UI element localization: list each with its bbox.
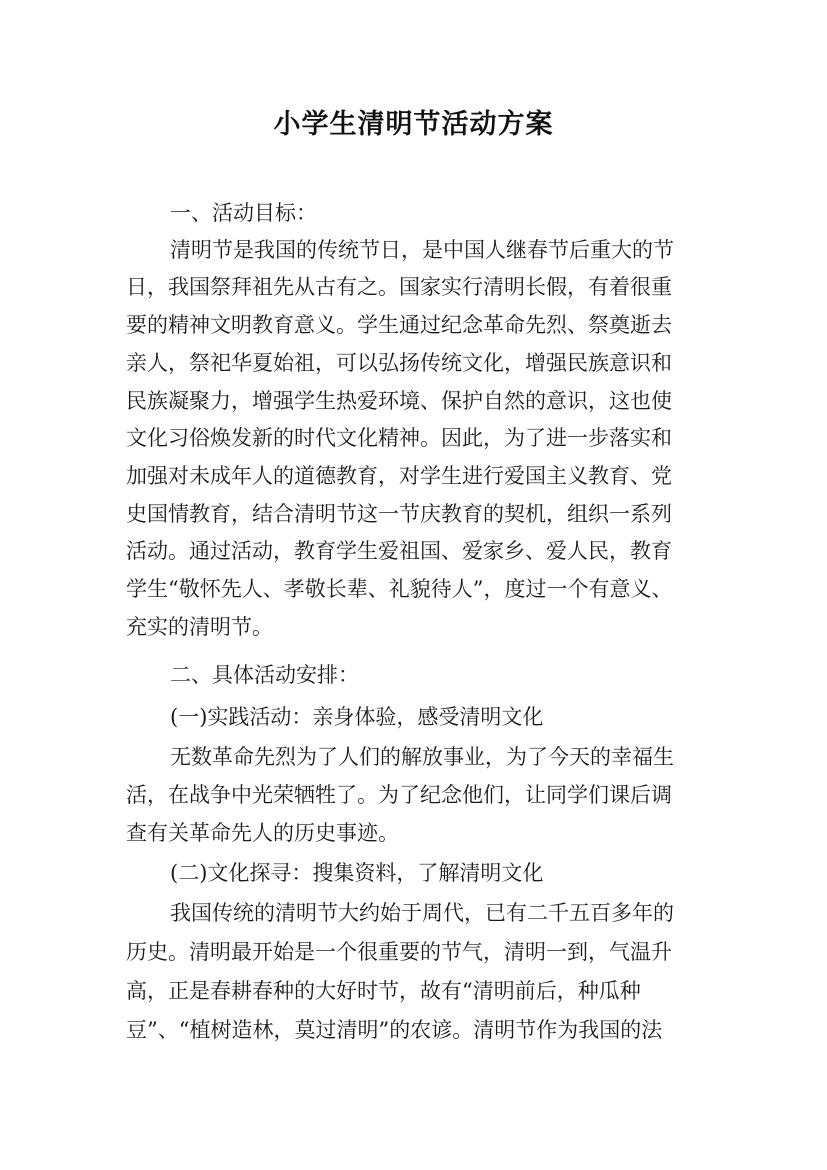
paragraph-line: 无数革命先烈为了人们的解放事业，为了今天的幸福生	[170, 745, 674, 769]
paragraph-line: 学生“敬怀先人、孝敬长辈、礼貌待人”，度过一个有意义、	[126, 577, 673, 601]
paragraph-line: 亲人，祭祀华夏始祖，可以弘扬传统文化，增强民族意识和	[126, 351, 672, 375]
paragraph-line: 我国传统的清明节大约始于周代，已有二千五百多年的	[170, 901, 674, 925]
subsection-heading-culture: (二)文化探寻：搜集资料，了解清明文化	[170, 861, 544, 885]
paragraph-line: 民族凝聚力，增强学生热爱环境、保护自然的意识，这也使	[126, 389, 672, 413]
subsection-heading-practice: (一)实践活动：亲身体验，感受清明文化	[170, 705, 544, 729]
paragraph-line: 活，在战争中光荣牺牲了。为了纪念他们，让同学们课后调	[126, 783, 672, 807]
paragraph-line: 清明节是我国的传统节日，是中国人继春节后重大的节	[170, 238, 674, 262]
paragraph-line: 充实的清明节。	[126, 615, 273, 639]
section-heading-activities: 二、具体活动安排：	[170, 663, 359, 687]
paragraph-line: 历史。清明最开始是一个很重要的节气，清明一到，气温升	[126, 940, 672, 964]
paragraph-line: 查有关革命先人的历史事迹。	[126, 821, 399, 845]
paragraph-line: 加强对未成年人的道德教育，对学生进行爱国主义教育、党	[126, 464, 672, 488]
paragraph-line: 要的精神文明教育意义。学生通过纪念革命先烈、祭奠逝去	[126, 313, 672, 337]
paragraph-line: 高，正是春耕春种的大好时节，故有“清明前后，种瓜种	[126, 979, 641, 1003]
paragraph-line: 史国情教育，结合清明节这一节庆教育的契机，组织一系列	[126, 502, 672, 526]
section-heading-objectives: 一、活动目标：	[170, 201, 317, 225]
paragraph-line: 日，我国祭拜祖先从古有之。国家实行清明长假，有着很重	[126, 275, 672, 299]
paragraph-line: 活动。通过活动，教育学生爱祖国、爱家乡、爱人民，教育	[126, 539, 672, 563]
paragraph-line: 文化习俗焕发新的时代文化精神。因此，为了进一步落实和	[126, 426, 672, 450]
document-title: 小学生清明节活动方案	[273, 109, 554, 140]
paragraph-line: 豆”、“植树造林，莫过清明”的农谚。清明节作为我国的法	[126, 1018, 663, 1042]
